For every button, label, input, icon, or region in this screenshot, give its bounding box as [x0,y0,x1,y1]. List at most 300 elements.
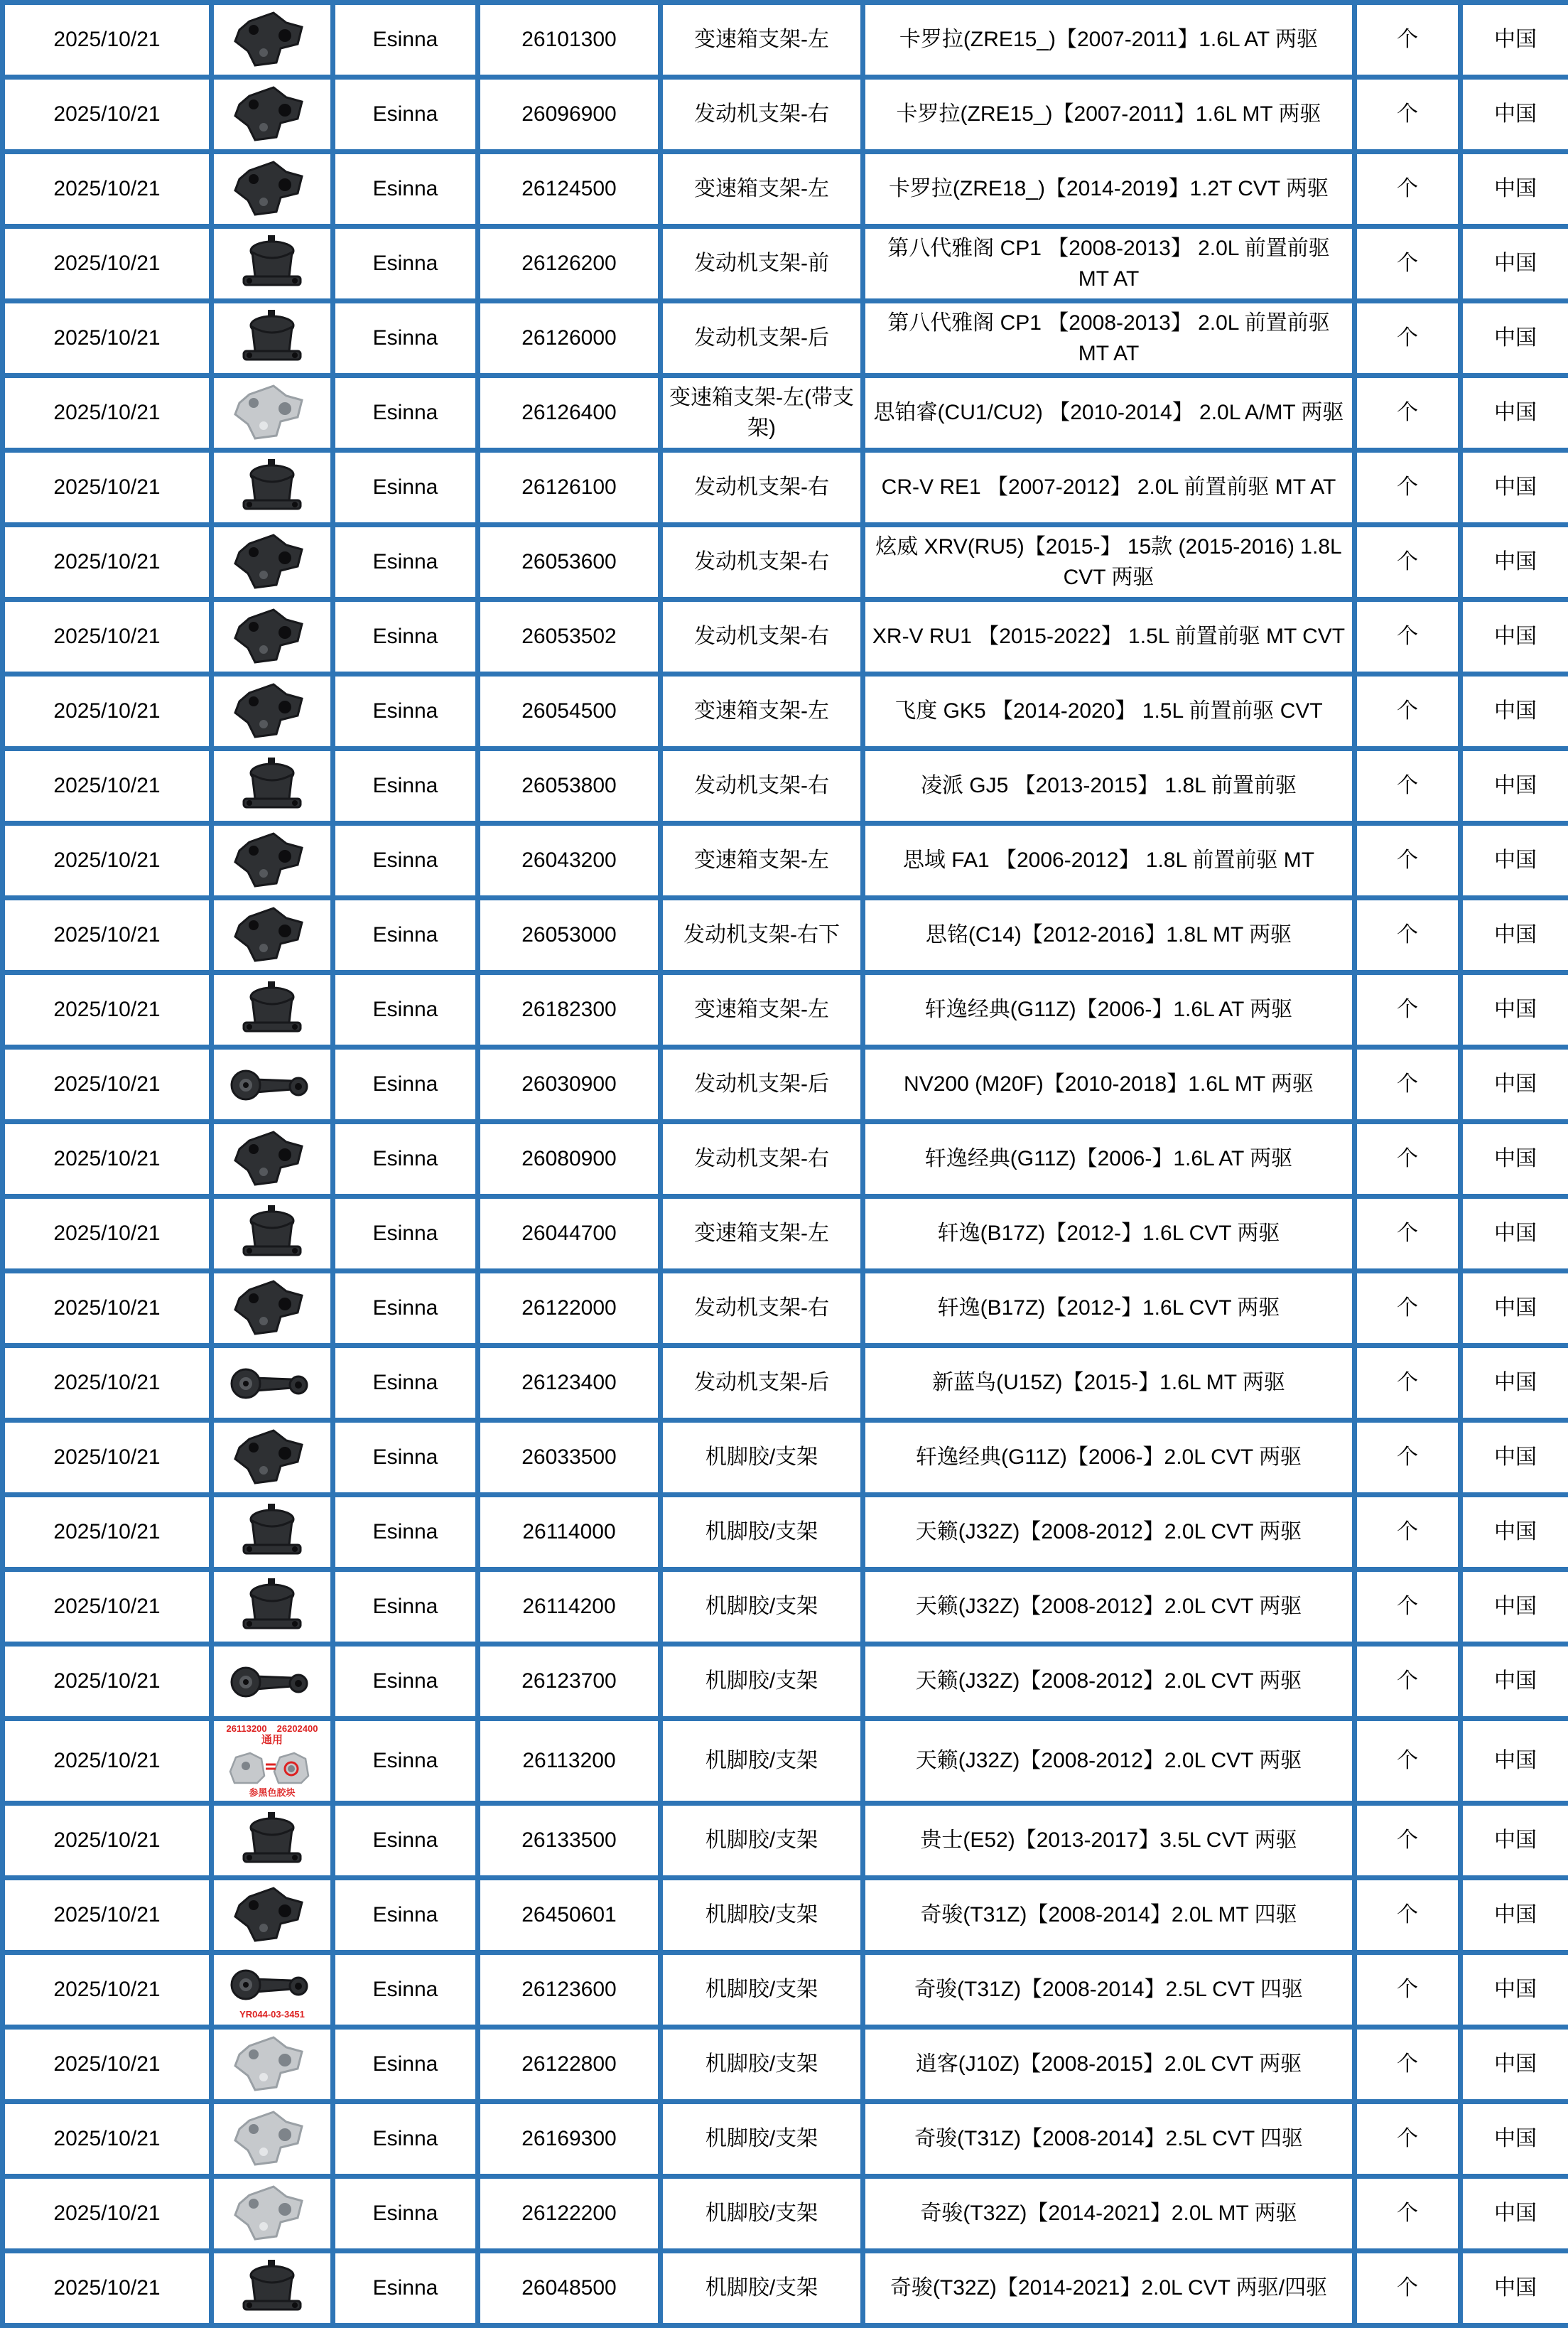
mount-bracket-photo [220,2033,325,2096]
mount-bracket-photo [220,2108,325,2170]
hydraulic-mount-icon [237,2257,308,2319]
brand-cell: Esinna [333,1271,478,1346]
table-row [3,1495,1568,1570]
photo-cell [212,1804,333,1878]
part-name-cell: 机脚胶/支架 [661,1570,863,1644]
engine-mount-icon [229,9,315,71]
transmission-mount-photo [220,1202,325,1265]
unit-cell: 个 [1355,1047,1461,1122]
date-cell: 2025/10/21 [3,1271,212,1346]
unit-cell: 个 [1355,2027,1461,2102]
brand-cell: Esinna [333,1421,478,1495]
part-name-cell: 变速箱支架-左 [661,152,863,227]
photo-cell [212,1047,333,1122]
part-number-cell: 26123400 [478,1346,661,1421]
unit-cell: 个 [1355,2102,1461,2177]
engine-mount-icon [229,158,315,220]
engine-mount-photo [220,1277,325,1340]
part-number-cell: 26114000 [478,1495,661,1570]
application-cell: 第八代雅阁 CP1 【2008-2013】 2.0L 前置前驱 MT AT [863,301,1355,376]
table-row [3,824,1568,898]
origin-cell: 中国 [1461,227,1568,301]
unit-cell: 个 [1355,1346,1461,1421]
engine-mount-icon [229,1277,315,1340]
part-name-cell: 发动机支架-右 [661,1271,863,1346]
origin-cell: 中国 [1461,2177,1568,2251]
hydraulic-mount-icon [237,755,308,817]
origin-cell: 中国 [1461,1644,1568,1719]
photo-annotation: 参黑色胶块 [249,1788,295,1798]
part-name-cell: 机脚胶/支架 [661,2027,863,2102]
application-cell: 炫威 XRV(RU5)【2015-】 15款 (2015-2016) 1.8L CVT 两驱 [863,525,1355,600]
date-cell: 2025/10/21 [3,1953,212,2027]
unit-cell: 个 [1355,2251,1461,2326]
torque-rod-icon [226,1060,318,1109]
application-cell: 逍客(J10Z)【2008-2015】2.0L CVT 两驱 [863,2027,1355,2102]
unit-cell: 个 [1355,1953,1461,2027]
part-number-cell: 26030900 [478,1047,661,1122]
unit-cell: 个 [1355,674,1461,749]
part-number-cell: 26169300 [478,2102,661,2177]
origin-cell: 中国 [1461,152,1568,227]
engine-mount-photo [220,2257,325,2319]
brand-cell: Esinna [333,1804,478,1878]
origin-cell: 中国 [1461,1122,1568,1197]
unit-cell: 个 [1355,898,1461,973]
engine-mount-photo [220,1575,325,1638]
date-cell: 2025/10/21 [3,898,212,973]
table-row [3,1644,1568,1719]
part-name-cell: 机脚胶/支架 [661,1644,863,1719]
unit-cell: 个 [1355,152,1461,227]
table-row [3,301,1568,376]
hydraulic-mount-icon [237,232,308,295]
part-number-cell: 26123600 [478,1953,661,2027]
hydraulic-mount-icon [237,1809,308,1872]
part-number-cell: 26123700 [478,1644,661,1719]
photo-cell [212,1878,333,1953]
photo-cell [212,2027,333,2102]
application-cell: 思铂睿(CU1/CU2) 【2010-2014】 2.0L A/MT 两驱 [863,376,1355,451]
part-number-cell: 26113200 [478,1719,661,1804]
origin-cell: 中国 [1461,973,1568,1047]
unit-cell: 个 [1355,1421,1461,1495]
hydraulic-engine-mount-photo [220,232,325,295]
engine-mount-icon [229,2033,315,2096]
unit-cell: 个 [1355,1271,1461,1346]
part-name-cell: 机脚胶/支架 [661,1719,863,1804]
origin-cell: 中国 [1461,2251,1568,2326]
engine-mount-photo [220,83,325,146]
torque-rod-icon [226,1358,318,1408]
brand-cell: Esinna [333,2251,478,2326]
application-cell: 卡罗拉(ZRE15_)【2007-2011】1.6L MT 两驱 [863,77,1355,152]
date-cell: 2025/10/21 [3,1421,212,1495]
application-cell: 第八代雅阁 CP1 【2008-2013】 2.0L 前置前驱 MT AT [863,227,1355,301]
photo-annotation: 26202400 [277,1724,318,1734]
part-name-cell: 机脚胶/支架 [661,1804,863,1878]
application-cell: 轩逸(B17Z)【2012-】1.6L CVT 两驱 [863,1197,1355,1271]
table-row [3,2102,1568,2177]
part-name-cell: 发动机支架-后 [661,301,863,376]
part-number-cell: 26133500 [478,1804,661,1878]
part-name-cell: 机脚胶/支架 [661,1878,863,1953]
photo-cell [212,1495,333,1570]
photo-cell [212,152,333,227]
unit-cell: 个 [1355,1495,1461,1570]
unit-cell: 个 [1355,1804,1461,1878]
photo-cell [212,301,333,376]
application-cell: 轩逸经典(G11Z)【2006-】1.6L AT 两驱 [863,973,1355,1047]
application-cell: 思域 FA1 【2006-2012】 1.8L 前置前驱 MT [863,824,1355,898]
photo-cell [212,1570,333,1644]
origin-cell: 中国 [1461,1047,1568,1122]
date-cell: 2025/10/21 [3,1047,212,1122]
photo-cell [212,973,333,1047]
unit-cell: 个 [1355,3,1461,77]
brand-cell: Esinna [333,1122,478,1197]
part-number-cell: 26080900 [478,1122,661,1197]
unit-cell: 个 [1355,227,1461,301]
part-number-cell: 26033500 [478,1421,661,1495]
brand-cell: Esinna [333,600,478,674]
table-row [3,2027,1568,2102]
table-row [3,376,1568,451]
unit-cell: 个 [1355,1122,1461,1197]
date-cell: 2025/10/21 [3,525,212,600]
unit-cell: 个 [1355,451,1461,525]
engine-mount-icon [229,2182,315,2245]
unit-cell: 个 [1355,749,1461,824]
brand-cell: Esinna [333,1719,478,1804]
brand-cell: Esinna [333,1047,478,1122]
torque-rod-photo [220,1358,325,1408]
transmission-mount-photo [220,829,325,892]
brand-cell: Esinna [333,301,478,376]
engine-mount-photo [220,531,325,593]
table-row [3,1719,1568,1804]
engine-mount-photo [220,1884,325,1946]
date-cell: 2025/10/21 [3,973,212,1047]
photo-cell [212,1122,333,1197]
part-number-cell: 26126100 [478,451,661,525]
photo-annotation: 通用 [261,1735,283,1747]
origin-cell: 中国 [1461,749,1568,824]
engine-mount-icon [229,904,315,966]
date-cell: 2025/10/21 [3,2102,212,2177]
brand-cell: Esinna [333,376,478,451]
date-cell: 2025/10/21 [3,1346,212,1421]
date-cell: 2025/10/21 [3,824,212,898]
table-row [3,451,1568,525]
table-row [3,227,1568,301]
photo-cell [212,3,333,77]
part-name-cell: 变速箱支架-左 [661,1197,863,1271]
brand-cell: Esinna [333,2177,478,2251]
application-cell: XR-V RU1 【2015-2022】 1.5L 前置前驱 MT CVT [863,600,1355,674]
engine-mount-photo [220,755,325,817]
table-row [3,3,1568,77]
part-name-cell: 机脚胶/支架 [661,2177,863,2251]
origin-cell: 中国 [1461,2027,1568,2102]
application-cell: 贵士(E52)【2013-2017】3.5L CVT 两驱 [863,1804,1355,1878]
origin-cell: 中国 [1461,1878,1568,1953]
photo-cell [212,376,333,451]
date-cell: 2025/10/21 [3,227,212,301]
photo-annotation: YR044-03-3451 [239,2010,305,2020]
application-cell: 天籁(J32Z)【2008-2012】2.0L CVT 两驱 [863,1495,1355,1570]
torque-rod-icon [226,1959,318,2009]
part-name-cell: 发动机支架-右 [661,600,863,674]
application-cell: CR-V RE1 【2007-2012】 2.0L 前置前驱 MT AT [863,451,1355,525]
part-name-cell: 机脚胶/支架 [661,2102,863,2177]
engine-mount-icon [229,1884,315,1946]
brand-cell: Esinna [333,749,478,824]
photo-cell [212,2251,333,2326]
date-cell: 2025/10/21 [3,1719,212,1804]
part-name-cell: 发动机支架-后 [661,1047,863,1122]
table-row [3,674,1568,749]
engine-mount-icon [229,1426,315,1489]
part-number-cell: 26124500 [478,152,661,227]
date-cell: 2025/10/21 [3,1878,212,1953]
part-number-cell: 26053502 [478,600,661,674]
date-cell: 2025/10/21 [3,152,212,227]
part-name-cell: 变速箱支架-左 [661,674,863,749]
application-cell: 奇骏(T31Z)【2008-2014】2.5L CVT 四驱 [863,1953,1355,2027]
engine-mount-icon [229,680,315,743]
torque-rod-photo [220,1656,325,1706]
part-number-cell: 26450601 [478,1878,661,1953]
part-number-cell: 26126000 [478,301,661,376]
engine-mount-icon [229,83,315,146]
date-cell: 2025/10/21 [3,1495,212,1570]
brand-cell: Esinna [333,1644,478,1719]
transmission-mount-photo [220,680,325,743]
torque-rod-photo [220,1060,325,1109]
part-name-cell: 发动机支架-前 [661,227,863,301]
brand-cell: Esinna [333,1197,478,1271]
photo-cell [212,2177,333,2251]
date-cell: 2025/10/21 [3,376,212,451]
table-row [3,1122,1568,1197]
date-cell: 2025/10/21 [3,600,212,674]
date-cell: 2025/10/21 [3,749,212,824]
brand-cell: Esinna [333,973,478,1047]
part-name-cell: 发动机支架-右 [661,77,863,152]
part-name-cell: 发动机支架-后 [661,1346,863,1421]
application-cell: 天籁(J32Z)【2008-2012】2.0L CVT 两驱 [863,1570,1355,1644]
photo-cell [212,1644,333,1719]
brand-cell: Esinna [333,1346,478,1421]
unit-cell: 个 [1355,376,1461,451]
photo-cell [212,451,333,525]
unit-cell: 个 [1355,1644,1461,1719]
origin-cell: 中国 [1461,1271,1568,1346]
part-number-cell: 26126200 [478,227,661,301]
brand-cell: Esinna [333,1878,478,1953]
date-cell: 2025/10/21 [3,3,212,77]
table-row [3,749,1568,824]
unit-cell: 个 [1355,77,1461,152]
application-cell: 天籁(J32Z)【2008-2012】2.0L CVT 两驱 [863,1644,1355,1719]
transmission-mount-photo [220,9,325,71]
unit-cell: 个 [1355,2177,1461,2251]
date-cell: 2025/10/21 [3,1197,212,1271]
hydraulic-mount-icon [237,456,308,519]
engine-mount-photo [220,1128,325,1190]
origin-cell: 中国 [1461,824,1568,898]
torque-rod-icon [226,1656,318,1706]
part-name-cell: 机脚胶/支架 [661,1953,863,2027]
photo-cell [212,2102,333,2177]
table-row [3,77,1568,152]
origin-cell: 中国 [1461,1197,1568,1271]
application-cell: 奇骏(T31Z)【2008-2014】2.5L CVT 四驱 [863,2102,1355,2177]
brand-cell: Esinna [333,2102,478,2177]
engine-mount-icon [229,1128,315,1190]
date-cell: 2025/10/21 [3,77,212,152]
part-name-cell: 变速箱支架-左 [661,824,863,898]
part-number-cell: 26043200 [478,824,661,898]
application-cell: 轩逸经典(G11Z)【2006-】1.6L AT 两驱 [863,1122,1355,1197]
application-cell: NV200 (M20F)【2010-2018】1.6L MT 两驱 [863,1047,1355,1122]
date-cell: 2025/10/21 [3,1122,212,1197]
engine-mount-icon [229,829,315,892]
table-row [3,525,1568,600]
date-cell: 2025/10/21 [3,2251,212,2326]
application-cell: 飞度 GK5 【2014-2020】 1.5L 前置前驱 CVT [863,674,1355,749]
photo-cell [212,1719,333,1804]
unit-cell: 个 [1355,600,1461,674]
table-row [3,1570,1568,1644]
date-cell: 2025/10/21 [3,451,212,525]
photo-annotation: 26113200 [227,1724,267,1734]
engine-mount-photo [220,1501,325,1563]
photo-cell [212,749,333,824]
brand-cell: Esinna [333,1495,478,1570]
photo-cell [212,77,333,152]
paired-mounts-annotated-photo [220,1724,325,1798]
origin-cell: 中国 [1461,1421,1568,1495]
brand-cell: Esinna [333,77,478,152]
brand-cell: Esinna [333,525,478,600]
engine-mount-photo [220,456,325,519]
origin-cell: 中国 [1461,2102,1568,2177]
part-number-cell: 26122000 [478,1271,661,1346]
photo-cell [212,227,333,301]
hydraulic-mount-icon [237,307,308,370]
mount-bracket-photo [220,2182,325,2245]
torque-rod-annotated-photo [220,1959,325,2020]
paired-mounts-icon [226,1747,318,1787]
unit-cell: 个 [1355,1719,1461,1804]
photo-cell [212,1346,333,1421]
part-number-cell: 26096900 [478,77,661,152]
origin-cell: 中国 [1461,1495,1568,1570]
part-number-cell: 26044700 [478,1197,661,1271]
part-number-cell: 26053800 [478,749,661,824]
part-number-cell: 26054500 [478,674,661,749]
table-row [3,1804,1568,1878]
hydraulic-mount-icon [237,1575,308,1638]
origin-cell: 中国 [1461,376,1568,451]
unit-cell: 个 [1355,1197,1461,1271]
part-number-cell: 26126400 [478,376,661,451]
part-name-cell: 发动机支架-右 [661,749,863,824]
date-cell: 2025/10/21 [3,2177,212,2251]
photo-cell [212,525,333,600]
hydraulic-mount-icon [237,1501,308,1563]
part-number-cell: 26053000 [478,898,661,973]
engine-mount-icon [229,531,315,593]
table-row [3,152,1568,227]
date-cell: 2025/10/21 [3,1570,212,1644]
part-number-cell: 26114200 [478,1570,661,1644]
brand-cell: Esinna [333,227,478,301]
part-name-cell: 发动机支架-右 [661,525,863,600]
table-row [3,1878,1568,1953]
engine-mount-photo [220,605,325,668]
application-cell: 新蓝鸟(U15Z)【2015-】1.6L MT 两驱 [863,1346,1355,1421]
table-row [3,898,1568,973]
brand-cell: Esinna [333,824,478,898]
photo-cell [212,1271,333,1346]
brand-cell: Esinna [333,451,478,525]
hydraulic-engine-mount-photo [220,307,325,370]
origin-cell: 中国 [1461,525,1568,600]
application-cell: 凌派 GJ5 【2013-2015】 1.8L 前置前驱 [863,749,1355,824]
table-row [3,1953,1568,2027]
table-row [3,1271,1568,1346]
table-row [3,1346,1568,1421]
application-cell: 轩逸(B17Z)【2012-】1.6L CVT 两驱 [863,1271,1355,1346]
photo-cell [212,898,333,973]
part-name-cell: 发动机支架-右 [661,451,863,525]
engine-mount-icon [229,605,315,668]
application-cell: 卡罗拉(ZRE15_)【2007-2011】1.6L AT 两驱 [863,3,1355,77]
origin-cell: 中国 [1461,600,1568,674]
table-row [3,600,1568,674]
origin-cell: 中国 [1461,898,1568,973]
application-cell: 思铭(C14)【2012-2016】1.8L MT 两驱 [863,898,1355,973]
unit-cell: 个 [1355,301,1461,376]
engine-mount-photo [220,904,325,966]
part-name-cell: 发动机支架-右 [661,1122,863,1197]
transmission-mount-photo [220,979,325,1041]
application-cell: 奇骏(T32Z)【2014-2021】2.0L MT 两驱 [863,2177,1355,2251]
part-name-cell: 机脚胶/支架 [661,2251,863,2326]
table-row [3,973,1568,1047]
unit-cell: 个 [1355,525,1461,600]
brand-cell: Esinna [333,152,478,227]
unit-cell: 个 [1355,973,1461,1047]
photo-cell [212,1421,333,1495]
part-name-cell: 发动机支架-右下 [661,898,863,973]
part-number-cell: 26122800 [478,2027,661,2102]
origin-cell: 中国 [1461,301,1568,376]
table-row [3,1047,1568,1122]
date-cell: 2025/10/21 [3,1804,212,1878]
table-row [3,2251,1568,2326]
part-number-cell: 26053600 [478,525,661,600]
origin-cell: 中国 [1461,1570,1568,1644]
transmission-mount-with-bracket-photo [220,382,325,444]
application-cell: 卡罗拉(ZRE18_)【2014-2019】1.2T CVT 两驱 [863,152,1355,227]
brand-cell: Esinna [333,1953,478,2027]
application-cell: 奇骏(T32Z)【2014-2021】2.0L CVT 两驱/四驱 [863,2251,1355,2326]
hydraulic-mount-icon [237,979,308,1041]
